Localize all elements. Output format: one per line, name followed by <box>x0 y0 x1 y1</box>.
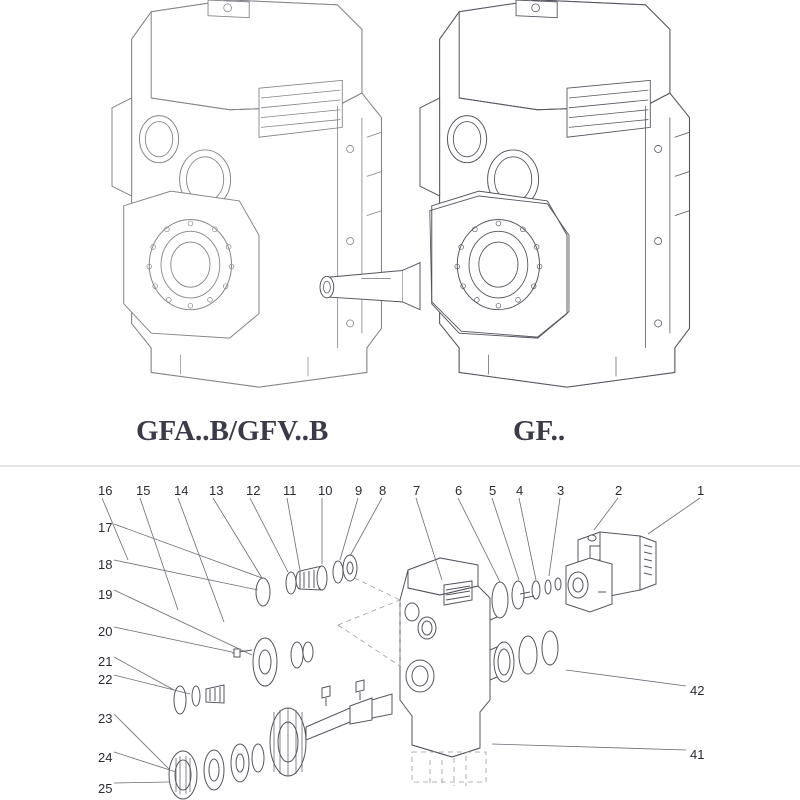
callout-number-10: 10 <box>318 483 333 498</box>
seal-rings-group <box>492 578 561 682</box>
callout-number-7: 7 <box>413 483 421 498</box>
callout-number-18: 18 <box>98 557 113 572</box>
callout-number-14: 14 <box>174 483 189 498</box>
leader-lines-right <box>492 670 686 750</box>
callout-number-8: 8 <box>379 483 387 498</box>
caption-left: GFA..B/GFV..B <box>136 415 329 447</box>
callout-number-41: 41 <box>690 747 705 762</box>
small-parts-row-upper <box>256 555 357 606</box>
exploded-assembly <box>102 498 700 799</box>
callout-number-11: 11 <box>283 483 297 498</box>
caption-right: GF.. <box>513 415 566 447</box>
callout-number-20: 20 <box>98 624 113 639</box>
callout-number-24: 24 <box>98 750 113 765</box>
exploded-housing <box>400 558 497 757</box>
callout-number-21: 21 <box>98 654 113 669</box>
callout-number-22: 22 <box>98 672 113 687</box>
bottom-parts-group <box>169 680 392 799</box>
callout-number-9: 9 <box>355 483 363 498</box>
callout-number-1: 1 <box>697 483 705 498</box>
callout-number-19: 19 <box>98 587 113 602</box>
callout-number-6: 6 <box>455 483 463 498</box>
callout-number-5: 5 <box>489 483 497 498</box>
callout-number-16: 16 <box>98 483 113 498</box>
gearbox-view-gfab-gfvb <box>112 0 382 387</box>
callout-number-17: 17 <box>98 520 113 535</box>
callout-number-15: 15 <box>136 483 151 498</box>
callout-number-25: 25 <box>98 781 113 796</box>
callout-number-3: 3 <box>557 483 565 498</box>
motor-adapter-group <box>566 532 656 612</box>
callout-number-2: 2 <box>615 483 623 498</box>
gear-shaft-group <box>232 638 313 686</box>
callout-number-23: 23 <box>98 711 113 726</box>
callout-number-4: 4 <box>516 483 524 498</box>
callout-number-42: 42 <box>690 683 705 698</box>
callout-number-13: 13 <box>209 483 224 498</box>
callout-number-12: 12 <box>246 483 261 498</box>
